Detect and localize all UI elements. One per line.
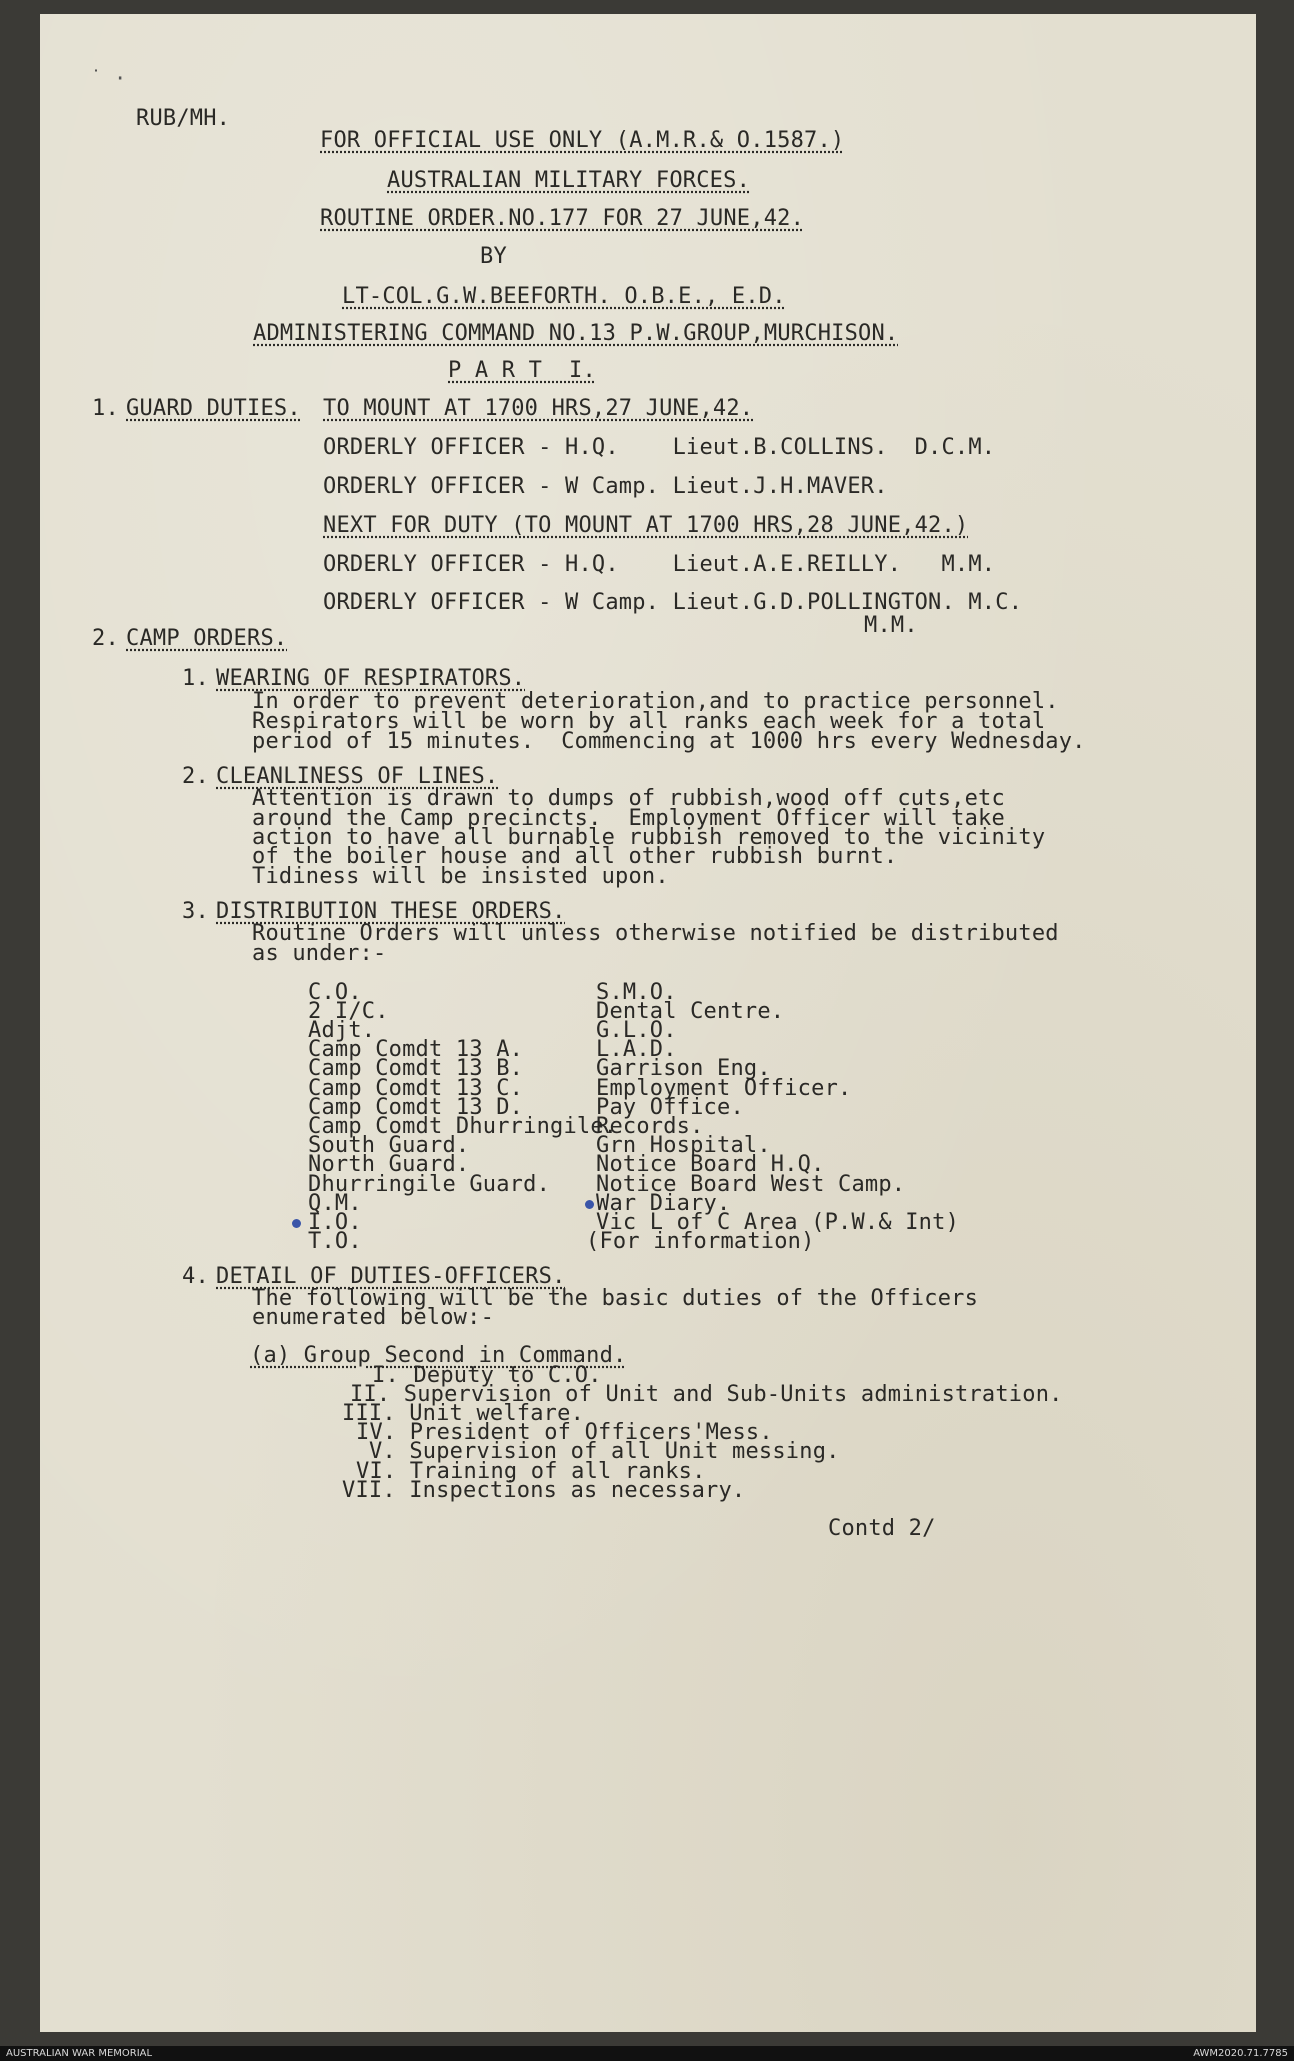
item-3-number: 3. (182, 899, 209, 924)
item-4-title: DETAIL OF DUTIES-OFFICERS. (216, 1264, 566, 1289)
distribution-left: 2 I/C. (308, 999, 389, 1024)
duty-line: V. Supervision of all Unit messing. (369, 1439, 840, 1464)
distribution-left: T.O. (308, 1229, 362, 1254)
distribution-right: Grn Hospital. (596, 1133, 771, 1158)
ink-mark-dot (585, 1200, 594, 1209)
distribution-right: Garrison Eng. (596, 1056, 771, 1081)
distribution-right: (For information) (586, 1229, 815, 1254)
duty-numeral: I. (372, 1363, 399, 1388)
section-1-number: 1. (92, 396, 119, 421)
continued-note: Contd 2/ (828, 1516, 936, 1541)
header-forces: AUSTRALIAN MILITARY FORCES. (387, 168, 751, 193)
distribution-left: Adjt. (308, 1018, 376, 1043)
item-1-line-3: period of 15 minutes. Commencing at 1000 hrs every Wednesday. (252, 729, 1086, 754)
distribution-left: Camp Comdt 13 A. (308, 1037, 524, 1062)
reference-code: RUB/MH. (136, 106, 231, 131)
duty-line: IV. President of Officers'Mess. (356, 1420, 773, 1445)
pencil-mark: ˙ · (90, 66, 127, 90)
item-4-line-2: enumerated below:- (252, 1305, 495, 1330)
item-3-title: DISTRIBUTION THESE ORDERS. (216, 899, 566, 924)
distribution-left: Camp Comdt 13 D. (308, 1095, 524, 1120)
duty-line: II. Supervision of Unit and Sub-Units administration. (350, 1382, 1063, 1407)
distribution-right: Notice Board West Camp. (596, 1172, 906, 1197)
ink-mark-dot (292, 1219, 301, 1228)
distribution-left: South Guard. (308, 1133, 470, 1158)
distribution-right: Pay Office. (596, 1095, 744, 1120)
next-for-duty: NEXT FOR DUTY (TO MOUNT AT 1700 HRS,28 JUNE,42.) (323, 513, 969, 538)
item-1-line-1: In order to prevent deterioration,and to practice personnel. (252, 689, 1059, 714)
archive-footer (0, 2046, 1294, 2061)
item-2-line-5: Tidiness will be insisted upon. (252, 864, 669, 889)
distribution-left: C.O. (308, 980, 362, 1005)
distribution-left: Q.M. (308, 1191, 362, 1216)
distribution-left: I.O. (308, 1210, 362, 1235)
duty-line: Deputy to C.O. (400, 1363, 602, 1388)
distribution-right: Vic L of C Area (P.W.& Int) (596, 1210, 960, 1235)
distribution-left: Camp Comdt 13 B. (308, 1056, 524, 1081)
section-1-title: GUARD DUTIES. (126, 396, 301, 421)
header-by: BY (480, 244, 507, 269)
distribution-right: Dental Centre. (596, 999, 785, 1024)
header-command: ADMINISTERING COMMAND NO.13 P.W.GROUP,MURCHISON. (253, 321, 899, 346)
header-commander: LT-COL.G.W.BEEFORTH. O.B.E., E.D. (342, 284, 786, 309)
item-2-line-1: Attention is drawn to dumps of rubbish,wood off cuts,etc (252, 786, 1005, 811)
item-2-line-3: action to have all burnable rubbish removed to the vicinity (252, 825, 1046, 850)
distribution-right: Notice Board H.Q. (596, 1152, 825, 1177)
section-2-title: CAMP ORDERS. (126, 626, 288, 651)
distribution-right: L.A.D. (596, 1037, 677, 1062)
duty-line: VII. Inspections as necessary. (342, 1478, 746, 1503)
distribution-right: S.M.O. (596, 980, 677, 1005)
item-1-title: WEARING OF RESPIRATORS. (216, 666, 526, 691)
item-1-number: 1. (182, 666, 209, 691)
duty-line: VI. Training of all ranks. (356, 1459, 706, 1484)
section-2-number: 2. (92, 626, 119, 651)
orderly-officer-4-award: M.M. (864, 613, 918, 638)
distribution-right: Employment Officer. (596, 1076, 852, 1101)
document-page (40, 14, 1256, 2032)
distribution-left: North Guard. (308, 1152, 470, 1177)
subsection-a: (a) Group Second in Command. (250, 1343, 627, 1368)
item-2-number: 2. (182, 764, 209, 789)
duty-line: III. Unit welfare. (342, 1401, 585, 1426)
item-3-line-2: as under:- (252, 941, 387, 966)
item-1-line-2: Respirators will be worn by all ranks each week for a total (252, 709, 1046, 734)
orderly-officer-3: ORDERLY OFFICER - H.Q. Lieut.A.E.REILLY. M.M. (323, 552, 996, 577)
item-2-line-4: of the boiler house and all other rubbish burnt. (252, 844, 898, 869)
header-part: P A R T I. (448, 358, 596, 383)
item-4-line-1: The following will be the basic duties of the Officers (252, 1286, 979, 1311)
header-routine-order: ROUTINE ORDER.NO.177 FOR 27 JUNE,42. (320, 206, 805, 231)
orderly-officer-2: ORDERLY OFFICER - W Camp. Lieut.J.H.MAVER. (323, 474, 888, 499)
item-4-number: 4. (182, 1264, 209, 1289)
distribution-right: War Diary. (596, 1191, 731, 1216)
item-2-line-2: around the Camp precincts. Employment Officer will take (252, 806, 1005, 831)
distribution-left: Dhurringile Guard. (308, 1172, 551, 1197)
orderly-officer-4: ORDERLY OFFICER - W Camp. Lieut.G.D.POLLINGTON. M.C. (323, 590, 1023, 615)
item-2-title: CLEANLINESS OF LINES. (216, 764, 499, 789)
header-official-use: FOR OFFICIAL USE ONLY (A.M.R.& O.1587.) (320, 128, 845, 153)
distribution-left: Camp Comdt 13 C. (308, 1076, 524, 1101)
footer-accession-number: AWM2020.71.7785 (1193, 2048, 1288, 2059)
footer-institution: AUSTRALIAN WAR MEMORIAL (6, 2048, 153, 2059)
mount-time: TO MOUNT AT 1700 HRS,27 JUNE,42. (323, 396, 754, 421)
item-3-line-1: Routine Orders will unless otherwise notified be distributed (252, 921, 1059, 946)
distribution-left: Camp Comdt Dhurringile. (308, 1114, 618, 1139)
orderly-officer-1: ORDERLY OFFICER - H.Q. Lieut.B.COLLINS. D.C.M. (323, 435, 996, 460)
distribution-right: G.L.O. (596, 1018, 677, 1043)
distribution-right: Records. (596, 1114, 704, 1139)
